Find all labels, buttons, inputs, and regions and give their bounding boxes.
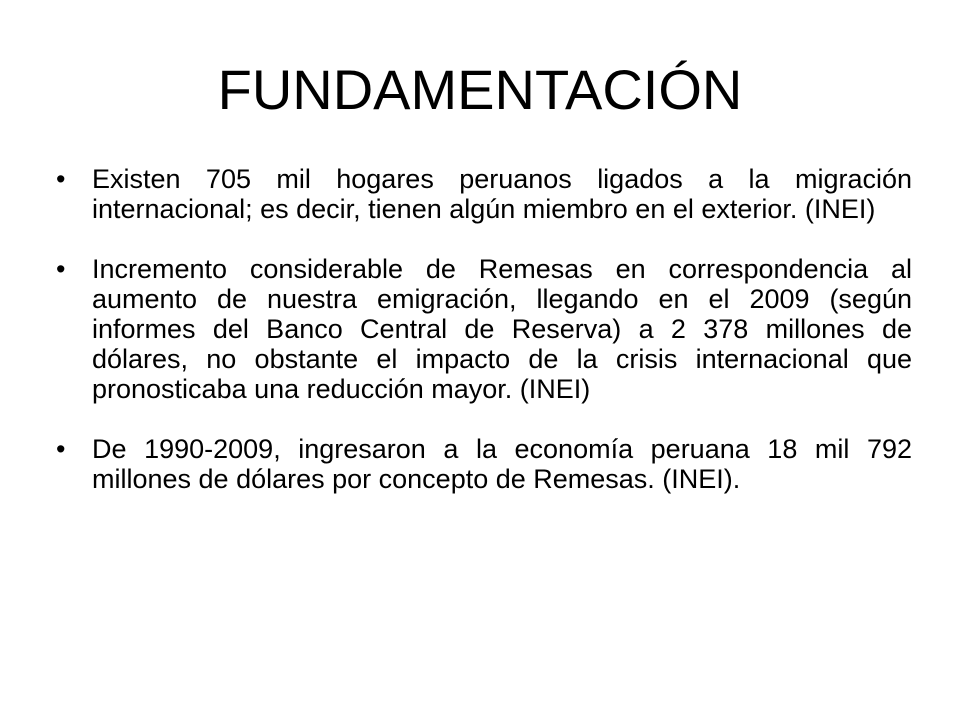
bullet-list (52, 164, 912, 494)
bullet-dot-icon: • (56, 434, 66, 464)
bullet-dot-icon: • (56, 164, 66, 194)
bullet-text: Existen 705 mil hogares peruanos ligados a la migración internacional; es decir, tienen algún miembro en el exterior. (INEI) (92, 164, 912, 224)
bullet-item (52, 164, 912, 224)
bullet-text: Incremento considerable de Remesas en correspondencia al aumento de nuestra emigración, llegando en el 2009 (según informes del Banco Central de Reserva) a 2 378 millones de dólares, no obstante el impacto de la crisis internacional que pronosticaba una reducción mayor. (INEI) (92, 254, 912, 404)
bullet-item (52, 434, 912, 494)
slide-title: FUNDAMENTACIÓN (217, 58, 743, 121)
bullet-dot-icon: • (56, 254, 66, 284)
bullet-item (52, 254, 912, 404)
bullet-text: De 1990-2009, ingresaron a la economía peruana 18 mil 792 millones de dólares por concepto de Remesas. (INEI). (92, 434, 912, 494)
